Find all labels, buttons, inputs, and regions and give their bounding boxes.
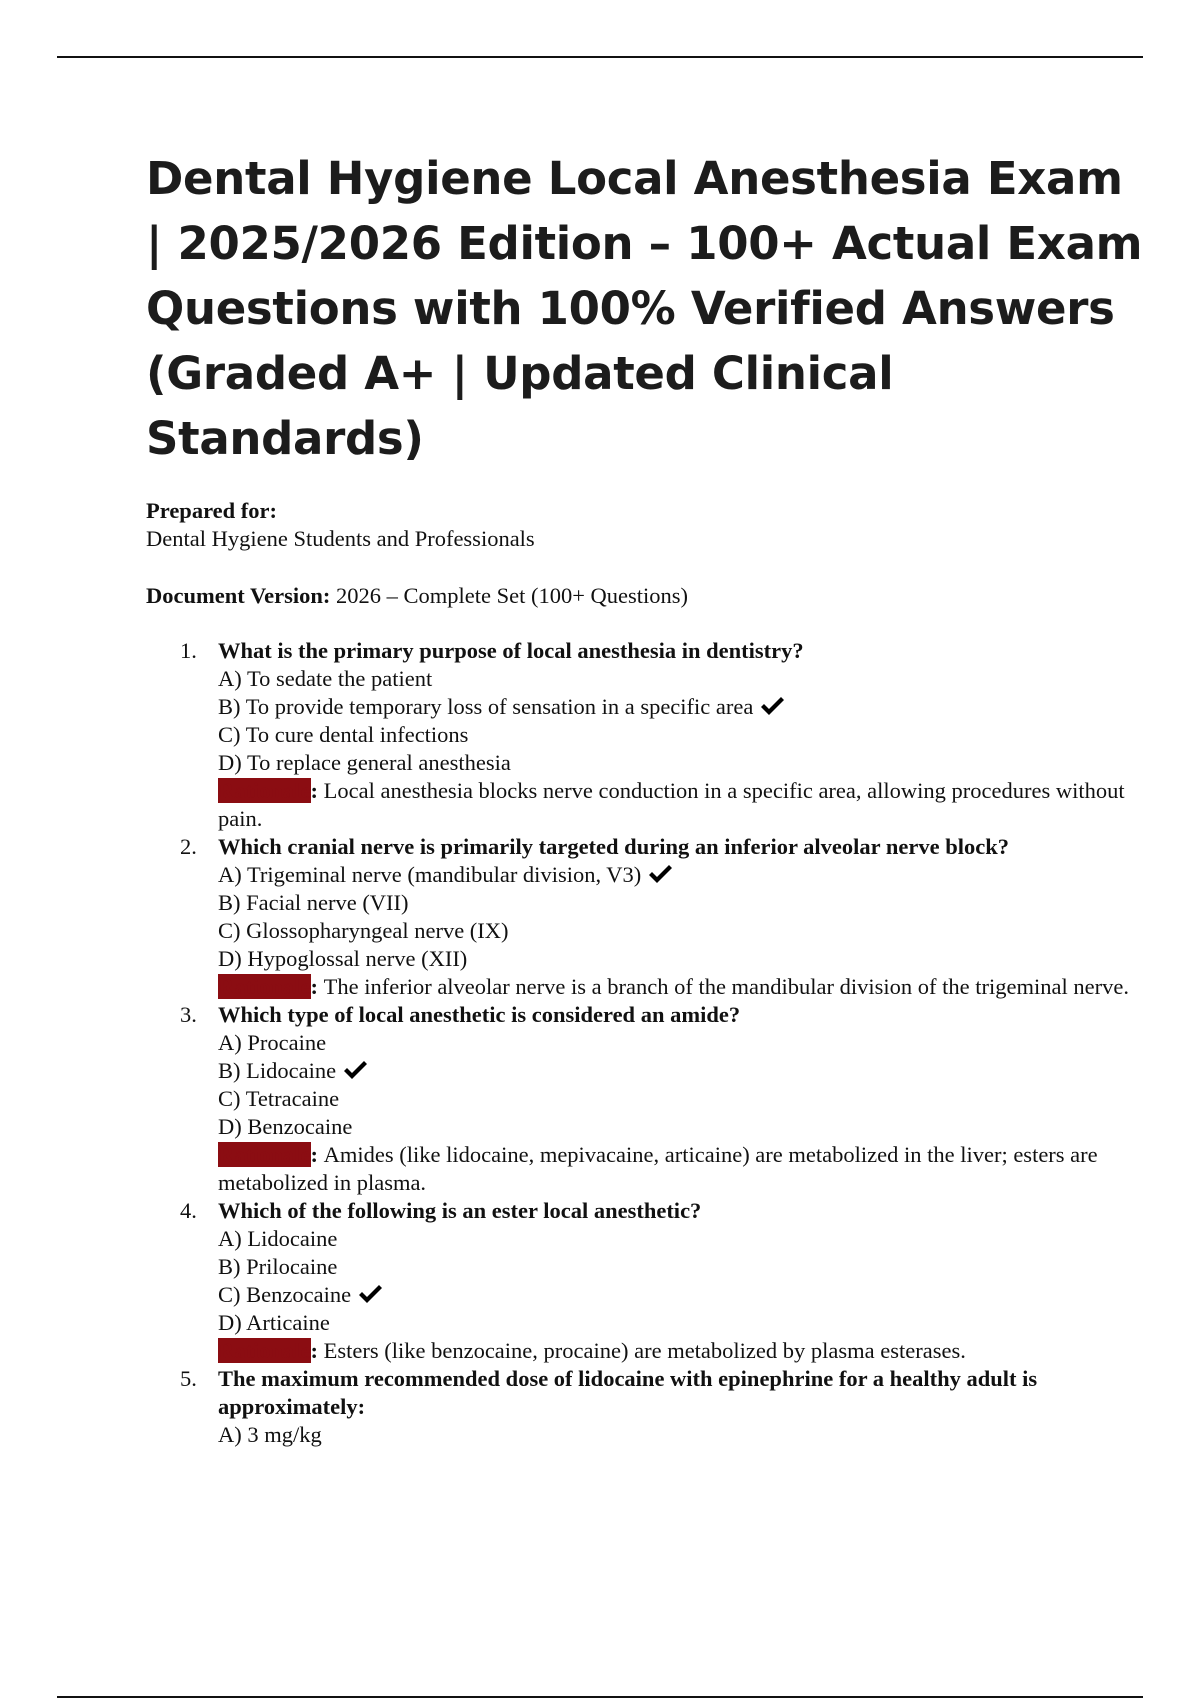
question-item (146, 1365, 1146, 1449)
answer-option (218, 749, 1146, 777)
answer-option (218, 861, 1146, 889)
answer-option (218, 1309, 1146, 1337)
rationale-text: Local anesthesia blocks nerve conduction in a specific area, allowing procedures without pain. (218, 778, 1125, 831)
answer-option (218, 721, 1146, 749)
answer-option-text: B) Lidocaine (218, 1058, 337, 1083)
rationale (218, 777, 1146, 833)
answer-option-text: D) To replace general anesthesia (218, 750, 511, 775)
question-number: 1. (180, 638, 197, 663)
rationale (218, 1337, 1146, 1365)
answer-option-text: A) Lidocaine (218, 1226, 338, 1251)
rationale-label: Rationale (218, 1142, 311, 1167)
question-text: Which type of local anesthetic is considered an amide? (218, 1002, 741, 1027)
prepared-for-value: Dental Hygiene Students and Professionals (146, 526, 535, 551)
question-list (146, 637, 1146, 1449)
question-number: 3. (180, 1002, 197, 1027)
answer-option-text: D) Benzocaine (218, 1114, 353, 1139)
answer-option-text: B) Facial nerve (VII) (218, 890, 409, 915)
rationale (218, 1141, 1146, 1197)
rationale-text: The inferior alveolar nerve is a branch of the mandibular division of the trigeminal nerve. (323, 974, 1129, 999)
bottom-rule (57, 1696, 1143, 1698)
answer-option (218, 1085, 1146, 1113)
checkmark-icon (647, 863, 673, 885)
prepared-for (146, 497, 1146, 553)
answer-option (218, 917, 1146, 945)
document-title: Dental Hygiene Local Anesthesia Exam | 2025/2026 Edition – 100+ Actual Exam Questions with 100% Verified Answers (Graded A+ | Updated Clinical Standards) (146, 152, 1143, 465)
question-item (146, 833, 1146, 1001)
answer-option-text: B) To provide temporary loss of sensation in a specific area (218, 694, 754, 719)
answer-option-text: B) Prilocaine (218, 1254, 338, 1279)
prepared-for-label: Prepared for: (146, 498, 278, 523)
rationale-text: Amides (like lidocaine, mepivacaine, articaine) are metabolized in the liver; esters are metabolized in plasma. (218, 1142, 1098, 1195)
answer-option-text: A) To sedate the patient (218, 666, 433, 691)
answer-option-text: A) 3 mg/kg (218, 1422, 322, 1447)
answer-option (218, 1253, 1146, 1281)
answer-option-text: C) Glossopharyngeal nerve (IX) (218, 918, 509, 943)
answer-option (218, 1057, 1146, 1085)
document-body (146, 146, 1146, 1449)
rationale-label: Rationale (218, 778, 311, 803)
rationale-label: Rationale (218, 1338, 311, 1363)
answer-option (218, 1421, 1146, 1449)
rationale-colon: : (310, 974, 324, 999)
question-text: The maximum recommended dose of lidocaine with epinephrine for a healthy adult is approximately: (218, 1366, 1038, 1419)
question-item (146, 1197, 1146, 1365)
checkmark-icon (357, 1283, 383, 1305)
rationale-colon: : (310, 778, 324, 803)
answer-option-text: D) Articaine (218, 1310, 330, 1335)
question-number: 2. (180, 834, 197, 859)
answer-option (218, 1113, 1146, 1141)
rationale (218, 973, 1146, 1001)
question-number: 5. (180, 1366, 197, 1391)
question-text: What is the primary purpose of local anesthesia in dentistry? (218, 638, 804, 663)
answer-option-text: C) Tetracaine (218, 1086, 340, 1111)
top-rule (57, 56, 1143, 58)
answer-option-text: A) Procaine (218, 1030, 327, 1055)
checkmark-icon (342, 1059, 368, 1081)
rationale-text: Esters (like benzocaine, procaine) are metabolized by plasma esterases. (323, 1338, 966, 1363)
answer-option (218, 945, 1146, 973)
answer-option-text: C) To cure dental infections (218, 722, 469, 747)
answer-option (218, 693, 1146, 721)
version-label: Document Version: (146, 583, 331, 608)
question-item (146, 1001, 1146, 1197)
question-text: Which of the following is an ester local anesthetic? (218, 1198, 702, 1223)
answer-option (218, 889, 1146, 917)
checkmark-icon (759, 695, 785, 717)
rationale-colon: : (310, 1338, 324, 1363)
answer-option-text: A) Trigeminal nerve (mandibular division, V3) (218, 862, 642, 887)
answer-option-text: D) Hypoglossal nerve (XII) (218, 946, 468, 971)
answer-option (218, 1029, 1146, 1057)
version-value: 2026 – Complete Set (100+ Questions) (330, 583, 689, 608)
question-text: Which cranial nerve is primarily targeted during an inferior alveolar nerve block? (218, 834, 1009, 859)
rationale-label: Rationale (218, 974, 311, 999)
document-version (146, 582, 1146, 610)
question-number: 4. (180, 1198, 197, 1223)
rationale-colon: : (310, 1142, 324, 1167)
answer-option (218, 1225, 1146, 1253)
answer-option (218, 1281, 1146, 1309)
answer-option (218, 665, 1146, 693)
question-item (146, 637, 1146, 833)
answer-option-text: C) Benzocaine (218, 1282, 352, 1307)
